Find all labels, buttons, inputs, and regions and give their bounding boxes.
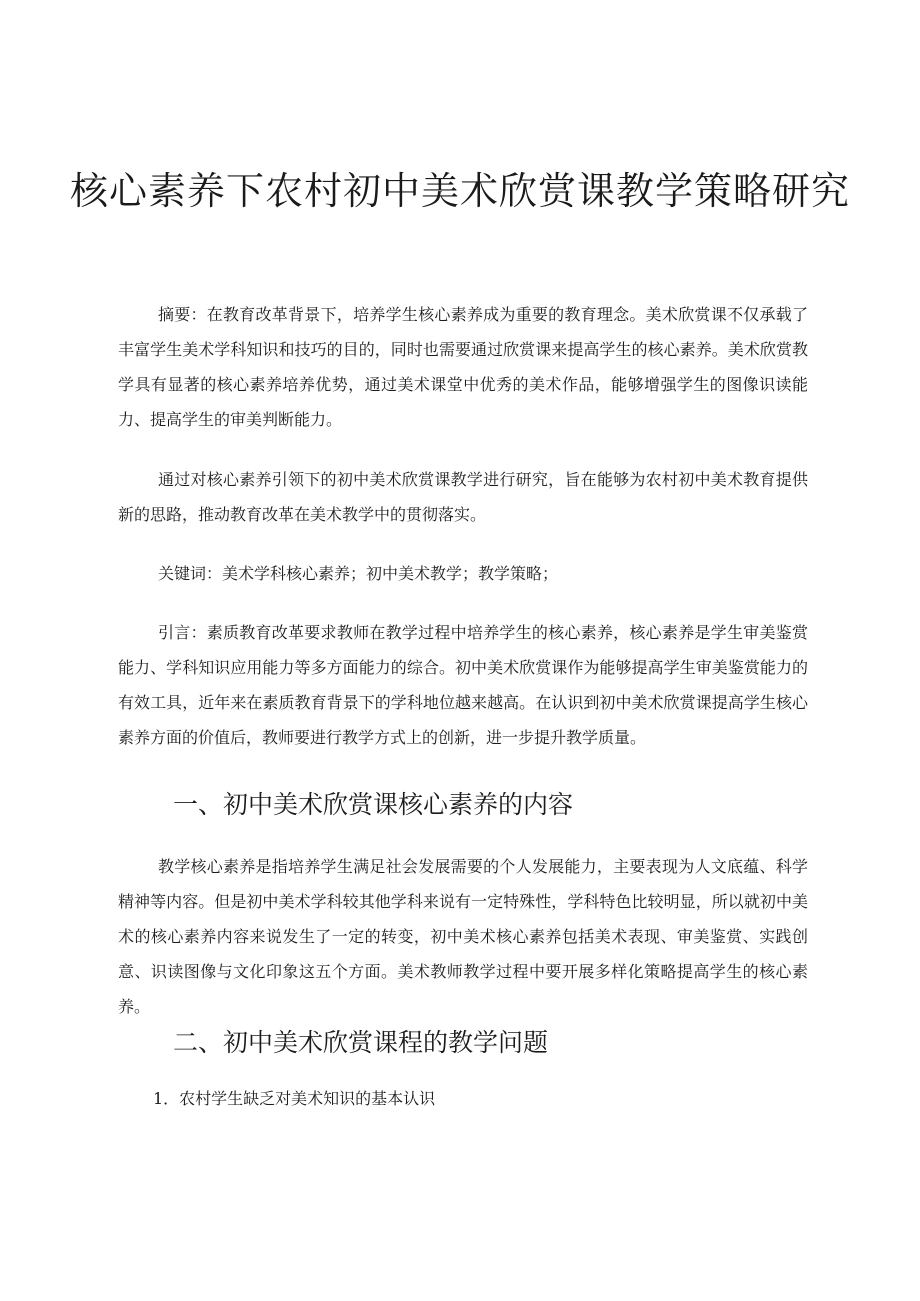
section-2-subheading-1: 1．农村学生缺乏对美术知识的基本认识 (153, 1089, 436, 1108)
section-1-heading: 一、初中美术欣赏课核心素养的内容 (173, 790, 574, 819)
section-1-body: 教学核心素养是指培养学生满足社会发展需要的个人发展能力，主要表现为人文底蕴、科学精神等内容。但是初中美术学科较其他学科来说有一定特殊性，学科特色比较明显，所以就初中美术的核心素养内容来说发生了一定的转变，初中美术核心素养包括美术表现、审美鉴赏、实践创意、识读图像与文化印象这五个方面。美术教师教学过程中要开展多样化策略提高学生的核心素养。 (118, 857, 808, 1016)
introduction-paragraph: 引言：素质教育改革要求教师在教学过程中培养学生的核心素养，核心素养是学生审美鉴赏能力、学科知识应用能力等多方面能力的综合。初中美术欣赏课作为能够提高学生审美鉴赏能力的有效工具，近年来在素质教育背景下的学科地位越来越高。在认识到初中美术欣赏课提高学生核心素养方面的价值后，教师要进行教学方式上的创新，进一步提升教学质量。 (118, 623, 808, 747)
paper-title: 核心素养下农村初中美术欣赏课教学策略研究 (69, 169, 850, 213)
abstract-paragraph: 摘要：在教育改革背景下，培养学生核心素养成为重要的教育理念。美术欣赏课不仅承载了丰富学生美术学科知识和技巧的目的，同时也需要通过欣赏课来提高学生的核心素养。美术欣赏教学具有显著的核心素养培养优势，通过美术课堂中优秀的美术作品，能够增强学生的图像识读能力、提高学生的审美判断能力。 (118, 305, 808, 429)
keywords-line: 关键词：美术学科核心素养；初中美术教学；教学策略； (158, 564, 559, 583)
section-2-heading: 二、初中美术欣赏课程的教学问题 (173, 1028, 549, 1057)
abstract-paragraph-2: 通过对核心素养引领下的初中美术欣赏课教学进行研究，旨在能够为农村初中美术教育提供新的思路，推动教育改革在美术教学中的贯彻落实。 (118, 470, 808, 524)
